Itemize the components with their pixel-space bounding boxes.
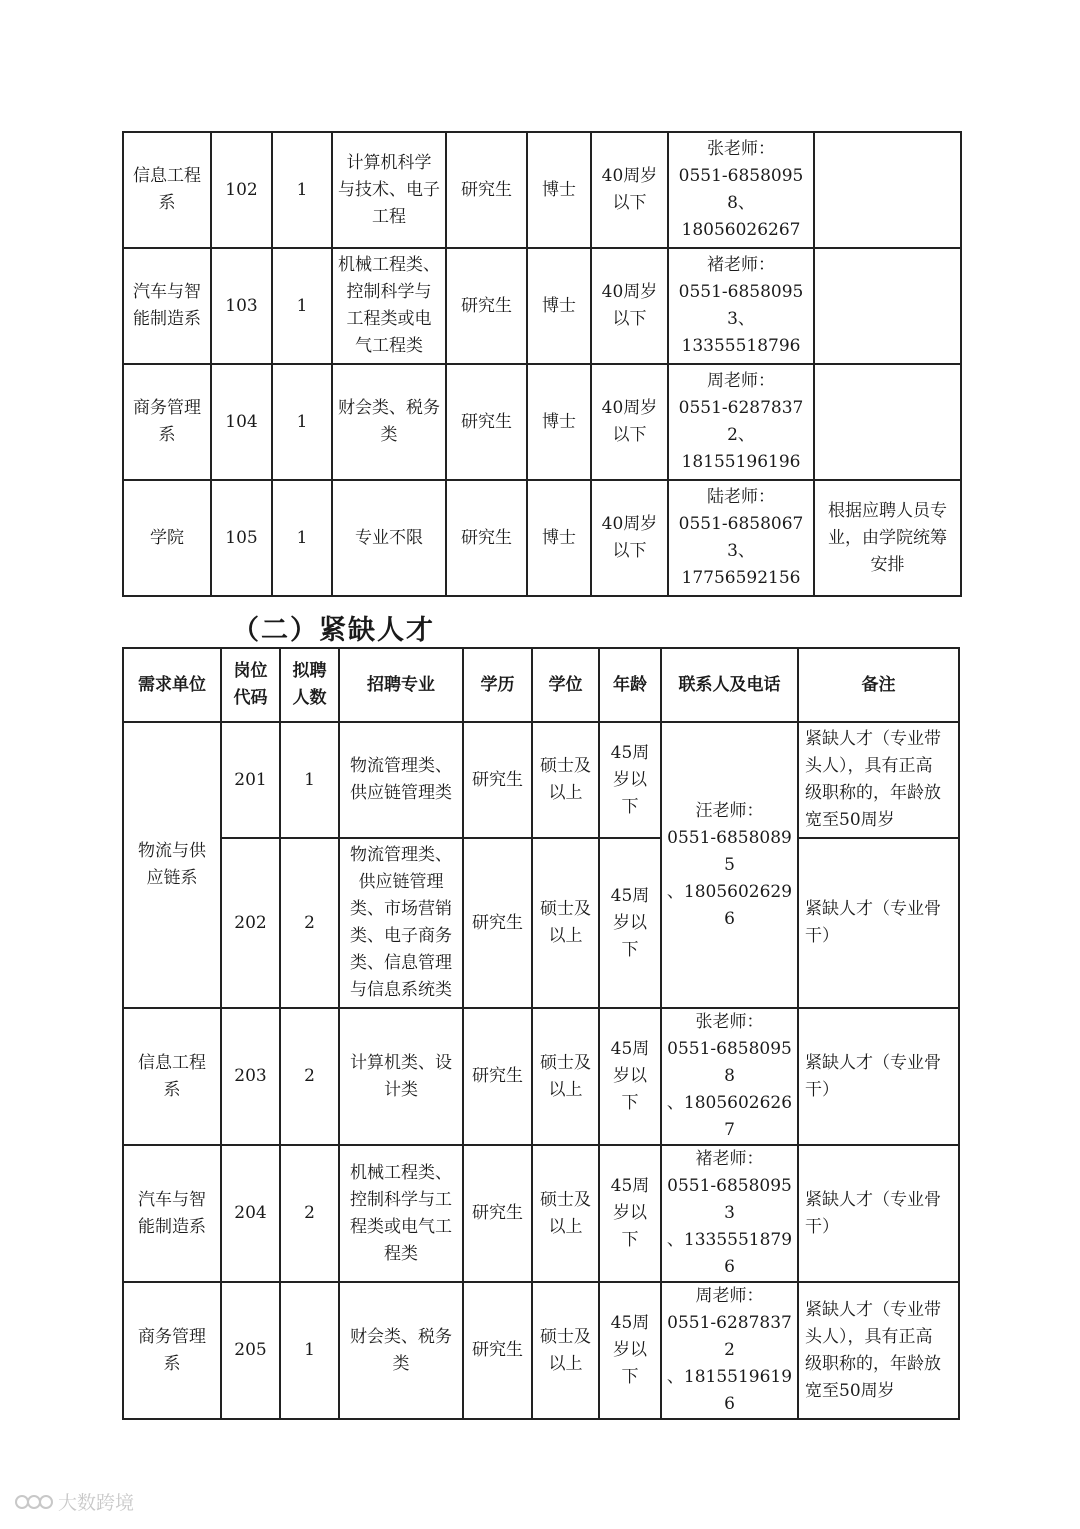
header-age: 年龄 [599, 648, 661, 722]
count-cell: 2 [280, 838, 339, 1008]
remark-cell: 紧缺人才（专业带 头人），具有正高 级职称的，年龄放 宽至50周岁 [798, 722, 959, 838]
unit-cell: 商务管理 系 [123, 364, 211, 480]
major-cell: 计算机科学 与技术、电子 工程 [332, 132, 446, 248]
code-cell: 204 [221, 1145, 280, 1282]
table-row [123, 838, 959, 1008]
remark-cell: 紧缺人才（专业骨 干） [798, 1145, 959, 1282]
age-cell: 45周 岁以 下 [599, 1145, 661, 1282]
code-cell: 102 [211, 132, 272, 248]
table-row [123, 1145, 959, 1282]
header-count: 拟聘 人数 [280, 648, 339, 722]
unit-cell: 物流与供 应链系 [123, 722, 221, 1008]
remark-cell: 根据应聘人员专 业，由学院统筹 安排 [814, 480, 961, 596]
major-cell: 物流管理类、 供应链管理 类、市场营销 类、电子商务 类、信息管理 与信息系统类 [339, 838, 463, 1008]
header-major: 招聘专业 [339, 648, 463, 722]
header-degree: 学位 [532, 648, 599, 722]
watermark-text: 大数跨境 [58, 1492, 135, 1514]
education-cell: 研究生 [446, 364, 527, 480]
education-cell: 研究生 [463, 722, 532, 838]
table-row [123, 1282, 959, 1419]
code-cell: 202 [221, 838, 280, 1008]
table-row [123, 480, 961, 596]
section-heading: （二）紧缺人才 [232, 615, 435, 646]
unit-cell: 信息工程 系 [123, 132, 211, 248]
code-cell: 205 [221, 1282, 280, 1419]
header-contact: 联系人及电话 [661, 648, 798, 722]
age-cell: 40周岁 以下 [591, 248, 668, 364]
code-cell: 203 [221, 1008, 280, 1145]
major-cell: 机械工程类、 控制科学与工 程类或电气工 程类 [339, 1145, 463, 1282]
education-cell: 研究生 [446, 132, 527, 248]
education-cell: 研究生 [463, 1282, 532, 1419]
brand-logo-icon [14, 1493, 54, 1511]
remark-cell [814, 364, 961, 480]
major-cell: 财会类、税务 类 [339, 1282, 463, 1419]
contact-cell: 汪老师： 0551-68580895 、18056026296 [661, 722, 798, 1008]
degree-cell: 博士 [527, 132, 591, 248]
remark-cell: 紧缺人才（专业骨 干） [798, 838, 959, 1008]
major-cell: 机械工程类、 控制科学与 工程类或电 气工程类 [332, 248, 446, 364]
age-cell: 40周岁 以下 [591, 480, 668, 596]
count-cell: 1 [280, 722, 339, 838]
table-row [123, 132, 961, 248]
table-row [123, 248, 961, 364]
header-code: 岗位 代码 [221, 648, 280, 722]
remark-cell: 紧缺人才（专业骨 干） [798, 1008, 959, 1145]
contact-cell: 张老师： 0551-68580958 、18056026267 [661, 1008, 798, 1145]
header-remark: 备注 [798, 648, 959, 722]
age-cell: 40周岁 以下 [591, 132, 668, 248]
code-cell: 104 [211, 364, 272, 480]
education-cell: 研究生 [463, 1145, 532, 1282]
unit-cell: 学院 [123, 480, 211, 596]
education-cell: 研究生 [446, 248, 527, 364]
count-cell: 1 [272, 480, 332, 596]
remark-cell [814, 248, 961, 364]
age-cell: 45周 岁以 下 [599, 838, 661, 1008]
count-cell: 2 [280, 1008, 339, 1145]
degree-cell: 硕士及 以上 [532, 1008, 599, 1145]
unit-cell: 汽车与智 能制造系 [123, 1145, 221, 1282]
phd-positions-table [122, 131, 962, 597]
contact-cell: 褚老师： 0551-68580953、 13355518796 [668, 248, 814, 364]
age-cell: 45周 岁以 下 [599, 722, 661, 838]
count-cell: 1 [280, 1282, 339, 1419]
degree-cell: 博士 [527, 480, 591, 596]
header-education: 学历 [463, 648, 532, 722]
contact-cell: 褚老师： 0551-68580953 、13355518796 [661, 1145, 798, 1282]
degree-cell: 硕士及 以上 [532, 1282, 599, 1419]
major-cell: 计算机类、设 计类 [339, 1008, 463, 1145]
table-row [123, 1008, 959, 1145]
code-cell: 105 [211, 480, 272, 596]
degree-cell: 博士 [527, 248, 591, 364]
count-cell: 1 [272, 248, 332, 364]
age-cell: 40周岁 以下 [591, 364, 668, 480]
watermark [14, 1488, 134, 1515]
table-row [123, 364, 961, 480]
table-row [123, 722, 959, 838]
unit-cell: 信息工程 系 [123, 1008, 221, 1145]
degree-cell: 硕士及 以上 [532, 838, 599, 1008]
code-cell: 103 [211, 248, 272, 364]
table-header-row [123, 648, 959, 722]
contact-cell: 陆老师： 0551-68580673、 17756592156 [668, 480, 814, 596]
remark-cell [814, 132, 961, 248]
degree-cell: 博士 [527, 364, 591, 480]
contact-cell: 周老师： 0551-62878372、 18155196196 [668, 364, 814, 480]
shortage-talent-table [122, 647, 960, 1420]
major-cell: 物流管理类、 供应链管理类 [339, 722, 463, 838]
major-cell: 财会类、税务 类 [332, 364, 446, 480]
degree-cell: 硕士及 以上 [532, 722, 599, 838]
education-cell: 研究生 [463, 1008, 532, 1145]
unit-cell: 汽车与智 能制造系 [123, 248, 211, 364]
age-cell: 45周 岁以 下 [599, 1282, 661, 1419]
count-cell: 1 [272, 132, 332, 248]
contact-cell: 周老师： 0551-62878372 、18155196196 [661, 1282, 798, 1419]
remark-cell: 紧缺人才（专业带 头人），具有正高 级职称的，年龄放 宽至50周岁 [798, 1282, 959, 1419]
degree-cell: 硕士及 以上 [532, 1145, 599, 1282]
unit-cell: 商务管理 系 [123, 1282, 221, 1419]
header-unit: 需求单位 [123, 648, 221, 722]
age-cell: 45周 岁以 下 [599, 1008, 661, 1145]
education-cell: 研究生 [463, 838, 532, 1008]
code-cell: 201 [221, 722, 280, 838]
count-cell: 2 [280, 1145, 339, 1282]
major-cell: 专业不限 [332, 480, 446, 596]
contact-cell: 张老师： 0551-68580958、 18056026267 [668, 132, 814, 248]
education-cell: 研究生 [446, 480, 527, 596]
count-cell: 1 [272, 364, 332, 480]
